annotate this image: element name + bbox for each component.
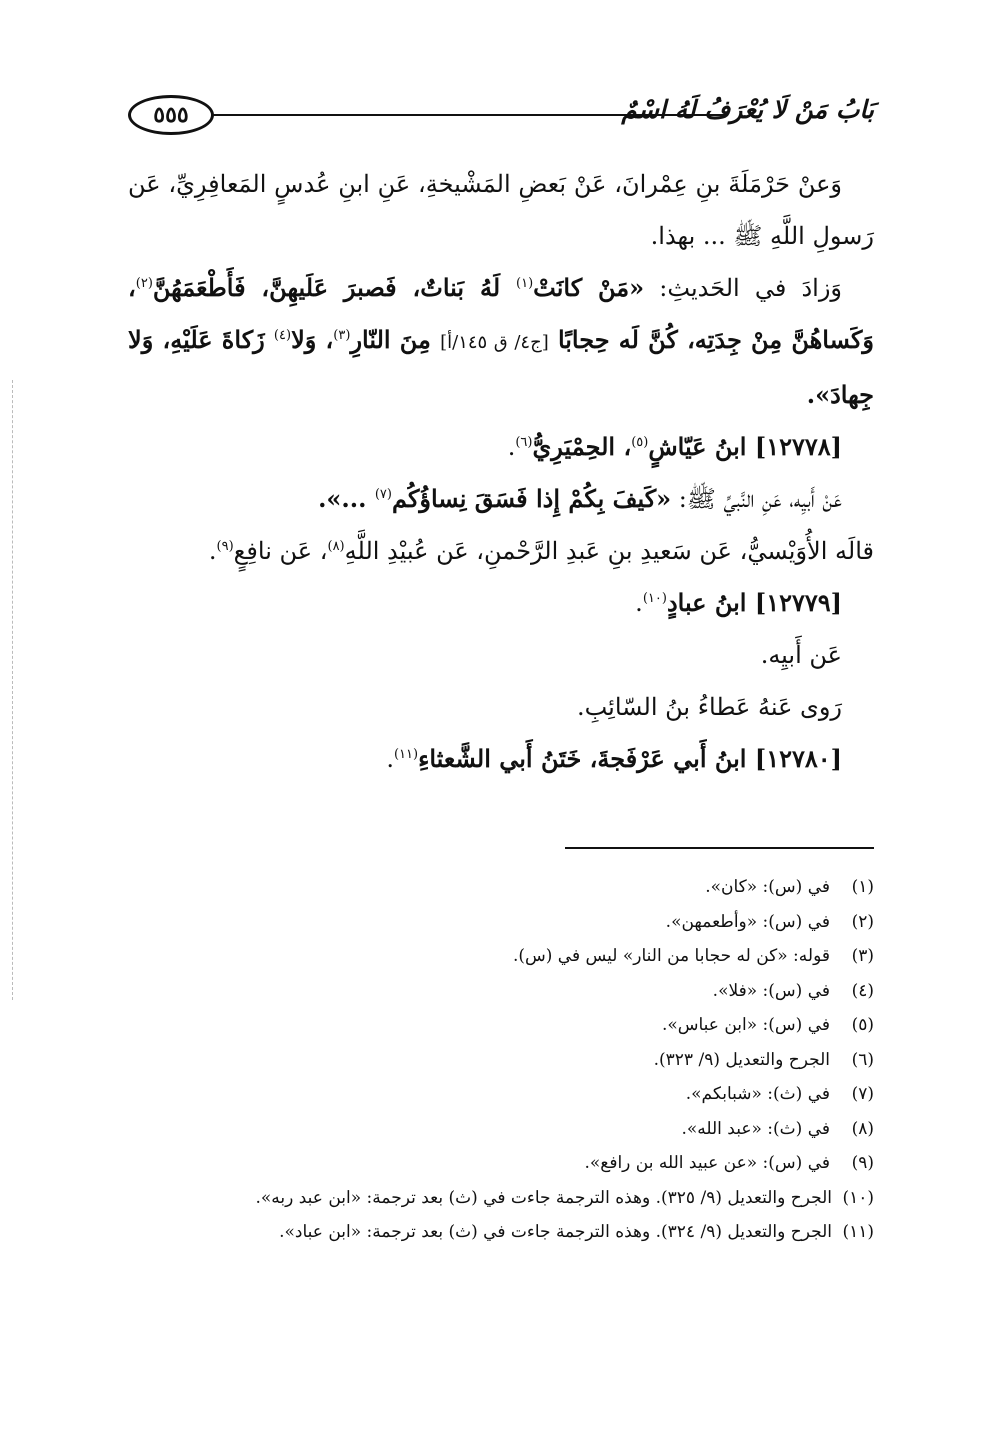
footnote-number: (٣) [851, 946, 874, 966]
footnote-number: (٦) [851, 1049, 874, 1070]
entry-name: ابنُ عَيّاشٍ [648, 432, 755, 461]
footnote-text: في (س): «وأطعمهن». [665, 911, 830, 932]
entry-number: [١٢٧٧٨] [754, 432, 842, 461]
footnote-text: في (س): «فلا». [712, 980, 830, 1001]
punctuation: . [635, 589, 643, 617]
hadith-quote: ...». [318, 484, 375, 513]
narration-text: قالَه الأُوَيْسيُّ، عَن سَعيدِ بنِ عَبدِ الرَّحْمنِ، عَن عُبيْدِ اللَّهِ [344, 537, 874, 565]
scan-margin-marks [12, 380, 17, 1000]
footnote [128, 1077, 874, 1112]
footnote-number: (١) [851, 877, 874, 897]
footnote-number: (٩) [851, 1153, 874, 1173]
footnote-number: (١١) [842, 1222, 874, 1242]
footnote-text: في (س): «كان». [705, 877, 830, 897]
hadith-text-part: لَهُ بَناتٌ، فَصبرَ عَلَيهِنَّ، فَأَطْعَمَهُنَّ [152, 273, 517, 302]
main-text [128, 158, 874, 785]
footnote-text: الجرح والتعديل (٩/ ٣٢٤). وهذه الترجمة جاءت في (ث) بعد ترجمة: «ابن عباد». [279, 1222, 832, 1242]
footnote-text: في (ث): «عبد الله». [681, 1118, 830, 1139]
footnote [128, 939, 874, 974]
hadith-text-part: زَكاةَ عَلَيْهِ، وَلا جِهادَ». [128, 325, 874, 409]
footnote-text: قوله: «كن له حجابا من النار» ليس في (س). [512, 946, 830, 966]
footnote-ref-5: (٥) [631, 435, 649, 450]
entry-name: ابنُ أَبي عَرْفَجةَ، خَتَنُ أَبي الشَّعثاءِ [418, 744, 755, 773]
footnote-ref-1: (١) [516, 276, 534, 291]
hadith-text-part: «مَنْ كانَتْ [533, 273, 645, 302]
entry-name: ، الحِمْيَرِيُّ [532, 432, 632, 461]
footnote-text: في (س): «ابن عباس». [661, 1015, 830, 1035]
footnote-number: (٨) [851, 1118, 874, 1139]
hadith-intro: وَزادَ في الحَديثِ: [644, 274, 842, 302]
manuscript-reference: [ج٤/ ق ١٤٥/أ] [440, 332, 549, 353]
footnote-ref-10: (١٠) [642, 591, 667, 606]
footnote [128, 974, 874, 1009]
entry-12780-heading [128, 733, 874, 785]
footnote [128, 905, 874, 940]
footnote-number: (٤) [851, 980, 874, 1001]
entry-number: [١٢٧٨٠] [754, 744, 842, 773]
footnote-number: (٥) [851, 1015, 874, 1035]
punctuation: . [507, 433, 516, 461]
footnote [128, 1215, 874, 1250]
punctuation: . [386, 745, 394, 773]
footnote-text: الجرح والتعديل (٩/ ٣٢٣). [653, 1049, 830, 1070]
footnote-separator [565, 847, 874, 849]
paragraph-hadith-addition [128, 262, 874, 421]
entry-12779-line3: رَوى عَنهُ عَطاءُ بنُ السّائِبِ. [576, 693, 842, 721]
hadith-text-part: ، وَكَساهُنَّ مِنْ جِدَتِه، كُنَّ لَه حِجابًا [128, 273, 874, 354]
narration-text: عَنْ أَبيِه، عَنِ النَّبيِّ ﷺ: [671, 485, 842, 513]
footnote-number: (١٠) [842, 1187, 874, 1208]
footnote-ref-3: (٣) [333, 328, 351, 343]
footnote-ref-2: (٢) [135, 276, 153, 291]
footnote [128, 1181, 874, 1216]
entry-12779-heading [128, 577, 874, 629]
footnote [128, 870, 874, 905]
footnote-text: في (ث): «شبابكم». [685, 1084, 830, 1104]
footnote-ref-11: (١١) [393, 747, 419, 762]
punctuation: . [208, 537, 217, 565]
footnote-ref-7: (٧) [374, 487, 392, 502]
footnote [128, 1043, 874, 1078]
entry-12778-line3 [128, 525, 874, 577]
paragraph-harmala: وَعنْ حَرْمَلَةَ بنِ عِمْرانَ، عَنْ بَعضِ المَشْيخةِ، عَنِ ابنِ عُدسٍ المَعافِرِيِّ، عَن رَسولِ اللَّهِ ﷺ ... بهذا. [128, 170, 874, 250]
footnote-number: (٧) [851, 1084, 874, 1104]
footnote-text: الجرح والتعديل (٩/ ٣٢٥). وهذه الترجمة جاءت في (ث) بعد ترجمة: «ابن عبد ربه». [255, 1187, 832, 1208]
entry-12779-line2: عَن أَبيِه. [760, 641, 842, 669]
page-number: ٥٥٥ [128, 95, 214, 135]
footnote-ref-9: (٩) [216, 539, 234, 554]
narration-text: ، عَن نافِعٍ [233, 537, 328, 565]
running-title: بَابُ مَنْ لَا يُعْرَفُ لَهُ اسْمٌ [621, 95, 874, 124]
entry-12778-line2 [128, 473, 874, 525]
hadith-quote: «كَيفَ بِكُمْ إِذا فَسَقَ نِساؤُكُم [391, 484, 672, 513]
hadith-text-part: ، وَلا [291, 325, 334, 354]
footnote [128, 1112, 874, 1147]
footnote-ref-6: (٦) [515, 435, 533, 450]
entry-number: [١٢٧٧٩] [754, 588, 842, 617]
footnote-ref-4: (٤) [273, 328, 292, 343]
footnote [128, 1146, 874, 1181]
entry-name: ابنُ عبادٍ [666, 588, 755, 617]
hadith-text-part: مِنَ النّارِ [350, 325, 441, 354]
footnotes [128, 870, 874, 1250]
footnote-ref-8: (٨) [327, 539, 345, 554]
footnote [128, 1008, 874, 1043]
footnote-text: في (س): «عن عبيد الله بن رافع». [584, 1153, 830, 1173]
page-header [128, 95, 874, 143]
entry-12778-heading [128, 421, 874, 473]
footnote-number: (٢) [851, 911, 874, 932]
